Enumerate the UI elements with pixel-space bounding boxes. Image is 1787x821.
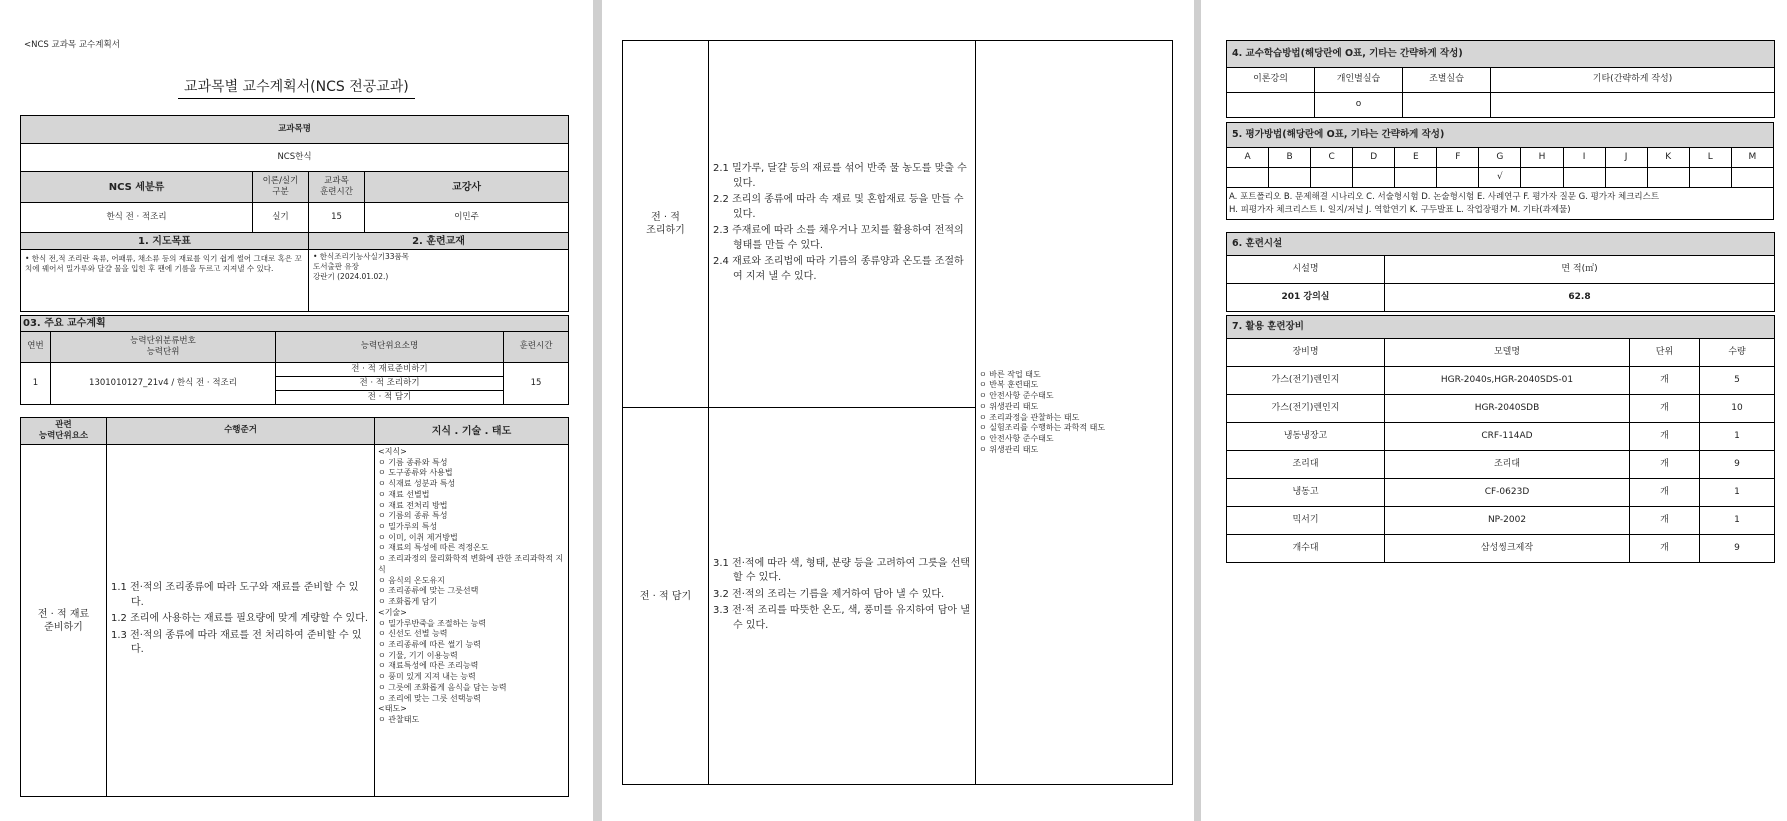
eval-mark xyxy=(1227,168,1269,188)
eval-mark xyxy=(1437,168,1479,188)
equipment-table xyxy=(1226,315,1775,563)
page-separator xyxy=(593,0,602,821)
detail-header-element: 관련 능력단위요소 xyxy=(21,418,107,445)
equipment-qty: 1 xyxy=(1700,479,1775,507)
criteria-item: 2.3 주재료에 따라 소를 채우거나 꼬치를 활용하여 전적의 형태를 만들 수 있다. xyxy=(713,225,964,251)
knowledge-item: ㅇ 관찰태도 xyxy=(378,714,420,724)
goal-text: • 한식 전,적 조리란 육류, 어패류, 채소류 등의 재료를 익기 쉽게 썰어 그대로 혹은 꼬치에 꿰어서 밀가루와 달걀 물을 입힌 후 팬에 기름을 두르고 지져낼 수 있다. xyxy=(21,250,309,312)
eval-letter: A xyxy=(1227,148,1269,168)
eval-mark xyxy=(1353,168,1395,188)
teaching-method-table xyxy=(1226,40,1775,118)
criteria-item: 3.2 전·적의 조리는 기름을 제거하여 담아 낼 수 있다. xyxy=(713,588,945,600)
equipment-header: 장비명 xyxy=(1227,339,1385,367)
equipment-row xyxy=(1227,423,1775,451)
course-name-label: 교과목명 xyxy=(21,116,569,144)
detail-knowledge-list xyxy=(375,445,569,797)
criteria-item: 1.3 전·적의 종류에 따라 재료를 전 처리하여 준비할 수 있다. xyxy=(111,629,362,656)
eval-letter: M xyxy=(1731,148,1773,168)
equipment-name: 냉동고 xyxy=(1227,479,1385,507)
equipment-model: CRF-114AD xyxy=(1385,423,1630,451)
eval-mark xyxy=(1395,168,1437,188)
equipment-model: 조리대 xyxy=(1385,451,1630,479)
equipment-unit: 개 xyxy=(1630,479,1700,507)
textbook-text: • 한식조리기능사실기33품목 도서출판 유장 강란기 (2024.01.02.) xyxy=(309,250,569,312)
criteria-table xyxy=(20,417,569,797)
eval-mark xyxy=(1647,168,1689,188)
plan-header-hours: 훈련시간 xyxy=(504,332,569,363)
plan-row-no: 1 xyxy=(21,363,51,405)
eval-mark xyxy=(1311,168,1353,188)
equipment-row xyxy=(1227,507,1775,535)
method-value: o xyxy=(1315,93,1403,118)
eval-mark xyxy=(1731,168,1773,188)
criteria-continued-table xyxy=(622,40,1173,785)
instructor-value: 이민주 xyxy=(365,203,569,233)
eval-legend xyxy=(1227,188,1774,220)
eval-letter: B xyxy=(1269,148,1311,168)
ncs-category-value: 한식 전 · 적조리 xyxy=(21,203,253,233)
knowledge-item: ㅇ 이미, 이취 제거방법 xyxy=(378,532,458,542)
knowledge-item: <태도> xyxy=(378,704,407,714)
document-title: 교과목별 교수계획서(NCS 전공교과) xyxy=(178,76,415,99)
attitude-item: ㅇ 안전사항 준수태도 xyxy=(979,391,1054,401)
plan-header-unit: 능력단위분류번호 능력단위 xyxy=(51,332,276,363)
method-header: 기타(간략하게 작성) xyxy=(1491,68,1775,93)
knowledge-item: ㅇ 기름의 종류 특성 xyxy=(378,511,448,521)
method-value xyxy=(1491,93,1775,118)
equipment-model: HGR-2040SDB xyxy=(1385,395,1630,423)
evaluation-table xyxy=(1226,122,1774,220)
plan-row-hours: 15 xyxy=(504,363,569,405)
instructor-label: 교강사 xyxy=(365,172,569,203)
eval-mark xyxy=(1521,168,1563,188)
row1-criteria-list xyxy=(709,41,976,408)
plan-header-element: 능력단위요소명 xyxy=(276,332,504,363)
equipment-unit: 개 xyxy=(1630,423,1700,451)
criteria-item: 2.4 재료와 조리법에 따라 기름의 종류양과 온도를 조절하여 지져 낼 수 있다. xyxy=(713,256,964,282)
equipment-row xyxy=(1227,395,1775,423)
equipment-name: 가스(전기)렌인지 xyxy=(1227,367,1385,395)
equipment-unit: 개 xyxy=(1630,367,1700,395)
plan-row-unit: 1301010127_21v4 / 한식 전 · 적조리 xyxy=(51,363,276,405)
eval-letter: C xyxy=(1311,148,1353,168)
detail-criteria-list xyxy=(107,445,375,797)
knowledge-item: ㅇ 기물, 기기 이용능력 xyxy=(378,650,458,660)
textbook-label: 2. 훈련교재 xyxy=(309,233,569,250)
knowledge-item: ㅇ 식재료 성분과 특성 xyxy=(378,479,456,489)
eval-letter: K xyxy=(1647,148,1689,168)
detail-header-knowledge: 지식 . 기술 . 태도 xyxy=(375,418,569,445)
eval-letter: F xyxy=(1437,148,1479,168)
eval-letter: G xyxy=(1479,148,1521,168)
knowledge-item: ㅇ 조리에 맞는 그릇 선택능력 xyxy=(378,693,481,703)
method-header: 개인별실습 xyxy=(1315,68,1403,93)
eval-mark: √ xyxy=(1479,168,1521,188)
attitude-item: ㅇ 위생관리 태도 xyxy=(979,444,1039,454)
theory-practice-label: 이론/실기 구분 xyxy=(253,172,309,203)
eval-legend-line: A. 포트폴리오 B. 문제해결 시나리오 C. 서술형시험 D. 논술형시험 E. 사례연구 F. 평가자 질문 G. 평가자 체크리스트 xyxy=(1229,191,1660,202)
method-value xyxy=(1227,93,1315,118)
hours-label: 교과목 훈련시간 xyxy=(309,172,365,203)
equipment-header: 단위 xyxy=(1630,339,1700,367)
eval-letter: I xyxy=(1563,148,1605,168)
facility-area: 62.8 xyxy=(1385,284,1775,312)
knowledge-item: ㅇ 조화롭게 담기 xyxy=(378,597,438,607)
plan-element: 전 · 적 재료준비하기 xyxy=(276,363,503,377)
knowledge-item: ㅇ 그릇에 조화롭게 음식을 담는 능력 xyxy=(378,682,507,692)
knowledge-item: ㅇ 밀가루의 특성 xyxy=(378,522,438,532)
equipment-name: 개수대 xyxy=(1227,535,1385,563)
equipment-qty: 9 xyxy=(1700,535,1775,563)
equipment-name: 가스(전기)렌인지 xyxy=(1227,395,1385,423)
document-page-2 xyxy=(602,0,1194,821)
facility-header: 시설명 xyxy=(1227,256,1385,284)
equipment-name: 조리대 xyxy=(1227,451,1385,479)
document-page-3 xyxy=(1201,0,1787,821)
equipment-row xyxy=(1227,451,1775,479)
eval-legend-line: H. 피평가자 체크리스트 I. 일지/저널 J. 역할연기 K. 구두발표 L. 작업장평가 M. 기타(과제물) xyxy=(1229,204,1571,215)
plan-element: 전 · 적 담기 xyxy=(367,392,412,402)
eval-mark xyxy=(1605,168,1647,188)
knowledge-item: ㅇ 재료의 특성에 따른 적정온도 xyxy=(378,543,489,553)
equipment-unit: 개 xyxy=(1630,395,1700,423)
equipment-row xyxy=(1227,367,1775,395)
equipment-qty: 1 xyxy=(1700,507,1775,535)
course-name: NCS한식 xyxy=(21,144,569,172)
equipment-header: 모델명 xyxy=(1385,339,1630,367)
ncs-category-label: NCS 세분류 xyxy=(21,172,253,203)
knowledge-item: ㅇ 조리종류에 따른 썰기 능력 xyxy=(378,639,481,649)
equipment-qty: 5 xyxy=(1700,367,1775,395)
attitude-item: ㅇ 조리과정을 관찰하는 태도 xyxy=(979,412,1080,422)
criteria-item: 3.1 전·적에 따라 색, 형태, 분량 등을 고려하여 그릇을 선택할 수 있다. xyxy=(713,557,970,584)
criteria-item: 1.1 전·적의 조리종류에 따라 도구와 재료를 준비할 수 있다. xyxy=(111,582,359,608)
equipment-unit: 개 xyxy=(1630,507,1700,535)
equipment-row xyxy=(1227,535,1775,563)
knowledge-item: ㅇ 신선도 선별 능력 xyxy=(378,629,448,639)
equipment-model: NP-2002 xyxy=(1385,507,1630,535)
plan-header-no: 연번 xyxy=(21,332,51,363)
goal-label: 1. 지도목표 xyxy=(21,233,309,250)
plan-row-elements xyxy=(276,363,504,405)
equipment-row xyxy=(1227,479,1775,507)
attitude-item: ㅇ 실험조리를 수행하는 과학적 태도 xyxy=(979,423,1106,433)
eval-mark xyxy=(1689,168,1731,188)
knowledge-item: ㅇ 도구종류와 사용법 xyxy=(378,468,453,478)
equipment-unit: 개 xyxy=(1630,451,1700,479)
row2-criteria-list xyxy=(709,408,976,785)
knowledge-item: ㅇ 조리과정의 물리화학적 변화에 관한 조리과학적 지식 xyxy=(378,554,564,574)
teaching-method-label: 4. 교수학습방법(해당란에 O표, 기타는 간략하게 작성) xyxy=(1227,41,1775,68)
facility-label: 6. 훈련시설 xyxy=(1227,233,1775,256)
knowledge-item: <기술> xyxy=(378,607,407,617)
equipment-name: 믹서기 xyxy=(1227,507,1385,535)
knowledge-item: ㅇ 재료특성에 따른 조리능력 xyxy=(378,661,479,671)
knowledge-item: <지식> xyxy=(378,447,407,456)
eval-letter: L xyxy=(1689,148,1731,168)
knowledge-item: ㅇ 밀가루반죽을 조절하는 능력 xyxy=(378,618,487,628)
equipment-model: HGR-2040s,HGR-2040SDS-01 xyxy=(1385,367,1630,395)
plan-section-label: 03. 주요 교수계획 xyxy=(21,316,569,332)
equipment-model: CF-0623D xyxy=(1385,479,1630,507)
criteria-item: 3.3 전·적 조리를 따뜻한 온도, 색, 풍미를 유지하여 담아 낼 수 있다. xyxy=(713,605,970,631)
teaching-plan-table xyxy=(20,315,569,405)
equipment-name: 냉동냉장고 xyxy=(1227,423,1385,451)
equipment-label: 7. 활용 훈련장비 xyxy=(1227,316,1775,339)
eval-letter: E xyxy=(1395,148,1437,168)
equipment-header: 수량 xyxy=(1700,339,1775,367)
eval-letter: J xyxy=(1605,148,1647,168)
attitude-item: ㅇ 반복 훈련태도 xyxy=(979,380,1039,390)
attitude-item: ㅇ 위생관리 태도 xyxy=(979,401,1039,411)
method-header: 조별실습 xyxy=(1403,68,1491,93)
attitude-item: ㅇ 안전사항 준수태도 xyxy=(979,433,1054,443)
eval-letter: D xyxy=(1353,148,1395,168)
method-header: 이론강의 xyxy=(1227,68,1315,93)
hours-value: 15 xyxy=(309,203,365,233)
detail-header-criteria: 수행준거 xyxy=(107,418,375,445)
facility-header: 면 적(㎡) xyxy=(1385,256,1775,284)
course-info-table xyxy=(20,115,569,312)
eval-mark xyxy=(1269,168,1311,188)
knowledge-item: ㅇ 재료 전처리 방법 xyxy=(378,500,448,510)
evaluation-label: 5. 평가방법(해당란에 O표, 기타는 간략하게 작성) xyxy=(1227,123,1774,148)
theory-practice-value: 실기 xyxy=(253,203,309,233)
row1-element-name: 전 · 적 조리하기 xyxy=(623,41,709,408)
document-page-1 xyxy=(0,0,593,821)
criteria-item: 2.2 조리의 종류에 따라 속 재료 및 혼합재료 등을 만들 수 있다. xyxy=(713,194,964,220)
criteria-item: 2.1 밀가루, 달걀 등의 재료를 섞어 반죽 물 농도를 맞출 수 있다. xyxy=(713,163,967,189)
page-separator xyxy=(1194,0,1201,821)
facility-table xyxy=(1226,232,1775,312)
attitude-item: ㅇ 바른 작업 태도 xyxy=(979,369,1041,379)
knowledge-item: ㅇ 기름 종류와 특성 xyxy=(378,457,448,467)
method-value xyxy=(1403,93,1491,118)
equipment-unit: 개 xyxy=(1630,535,1700,563)
detail-element-name: 전 · 적 재료 준비하기 xyxy=(21,445,107,797)
eval-letter: H xyxy=(1521,148,1563,168)
eval-mark xyxy=(1563,168,1605,188)
knowledge-item: ㅇ 조리종류에 맞는 그릇선택 xyxy=(378,586,479,596)
knowledge-item: ㅇ 음식의 온도유지 xyxy=(378,575,445,585)
equipment-model: 삼성씽크제작 xyxy=(1385,535,1630,563)
equipment-qty: 9 xyxy=(1700,451,1775,479)
row2-element-name: 전 · 적 담기 xyxy=(623,408,709,785)
knowledge-item: ㅇ 재료 선별법 xyxy=(378,489,430,499)
equipment-qty: 1 xyxy=(1700,423,1775,451)
criteria-item: 1.2 조리에 사용하는 재료를 필요량에 맞게 계량할 수 있다. xyxy=(111,613,369,625)
attitude-list xyxy=(976,41,1173,785)
knowledge-item: ㅇ 풍미 있게 지져 내는 능력 xyxy=(378,672,476,682)
equipment-qty: 10 xyxy=(1700,395,1775,423)
document-header-label: <NCS 교과목 교수계획서 xyxy=(24,40,120,50)
facility-name: 201 강의실 xyxy=(1227,284,1385,312)
plan-element: 전 · 적 조리하기 xyxy=(276,377,503,391)
